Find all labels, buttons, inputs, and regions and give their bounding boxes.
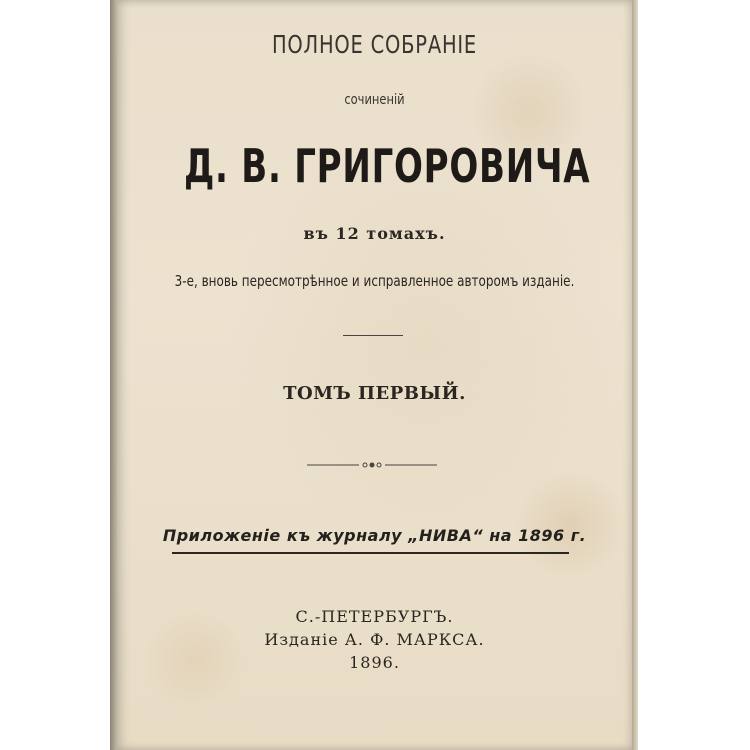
volumes-count: въ 12 томахъ. [303, 224, 446, 243]
supplement-line: Приложеніе къ журналу „НИВА“ на 1896 г. [162, 526, 587, 545]
page-edge [632, 0, 638, 750]
ornament-divider [307, 460, 437, 470]
divider-rule [343, 335, 403, 336]
imprint-year: 1896. [349, 653, 400, 672]
title-page [117, 0, 632, 750]
volume-label: ТОМЪ ПЕРВЫЙ. [283, 383, 466, 404]
imprint-city: С.-ПЕТЕРБУРГЪ. [295, 607, 454, 626]
heading-collected-works: ПОЛНОЕ СОБРАНІЕ [271, 30, 478, 59]
heading-works: сочиненій [344, 92, 405, 108]
imprint-publisher: Изданіе А. Ф. МАРКСА. [264, 630, 485, 649]
edition-note: 3-е, вновь пересмотрѣнное и исправленное авторомъ изданіе. [174, 272, 575, 290]
supplement-underline [172, 552, 569, 554]
author-name: Д. В. ГРИГОРОВИЧА [183, 139, 591, 193]
